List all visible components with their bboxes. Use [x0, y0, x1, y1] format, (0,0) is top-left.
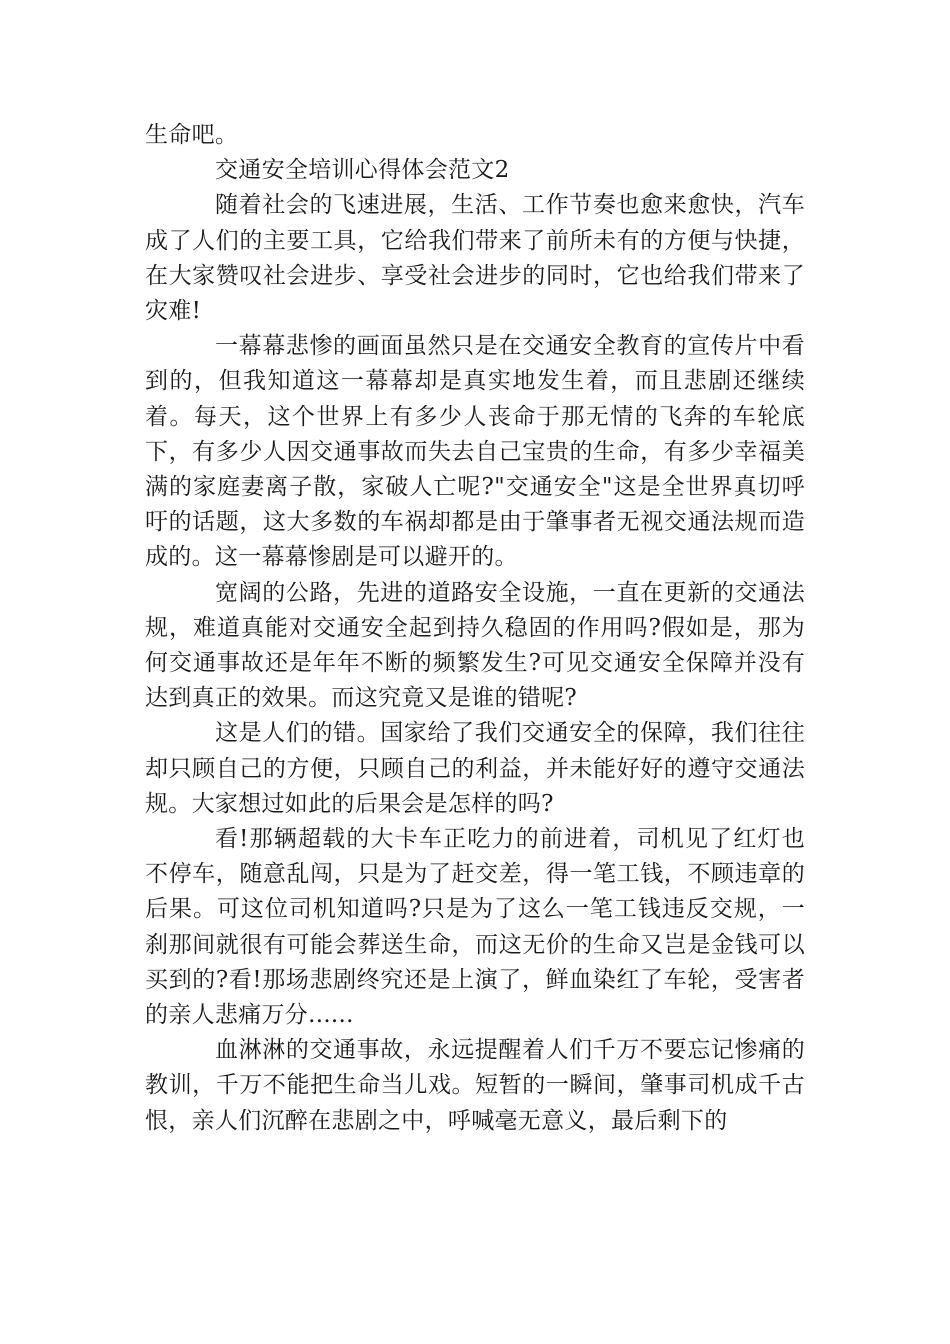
paragraph: 宽阔的公路，先进的道路安全设施，一直在更新的交通法规，难道真能对交通安全起到持久稳固的作用吗?假如是，那为何交通事故还是年年不断的频繁发生?可见交通安全保障并没有达到真正的效果。而这究竟又是谁的错呢? — [145, 579, 805, 712]
paragraph-continuation: 生命吧。 — [145, 122, 239, 148]
section-title: 交通安全培训心得体会范文2 — [215, 157, 510, 184]
paragraph: 随着社会的飞速进展，生活、工作节奏也愈来愈快，汽车成了人们的主要工具，它给我们带来了前所未有的方便与快捷，在大家赞叹社会进步、享受社会进步的同时，它也给我们带来了灾难! — [145, 192, 805, 325]
document-body — [145, 118, 805, 1139]
paragraph: 这是人们的错。国家给了我们交通安全的保障，我们往往却只顾自己的方便，只顾自己的利益，并未能好好的遵守交通法规。大家想过如此的后果会是怎样的吗? — [145, 720, 805, 817]
paragraph: 血淋淋的交通事故，永远提醒着人们千万不要忘记惨痛的教训，千万不能把生命当儿戏。短暂的一瞬间，肇事司机成千古恨，亲人们沉醉在悲剧之中，呼喊毫无意义，最后剩下的 — [145, 1037, 805, 1134]
paragraph: 看!那辆超载的大卡车正吃力的前进着，司机见了红灯也不停车，随意乱闯，只是为了赶交差，得一笔工钱，不顾违章的后果。可这位司机知道吗?只是为了这么一笔工钱违反交规，一刹那间就很有可能会葬送生命，而这无价的生命又岂是金钱可以买到的?看!那场悲剧终究还是上演了，鲜血染红了车轮，受害者的亲人悲痛万分...... — [145, 826, 805, 1029]
paragraph: 一幕幕悲惨的画面虽然只是在交通安全教育的宣传片中看到的，但我知道这一幕幕却是真实地发生着，而且悲剧还继续着。每天，这个世界上有多少人丧命于那无情的飞奔的车轮底下，有多少人因交通事故而失去自己宝贵的生命，有多少幸福美满的家庭妻离子散，家破人亡呢?"交通安全"这是全世界真切呼吁的话题，这大多数的车祸却都是由于肇事者无视交通法规而造成的。这一幕幕惨剧是可以避开的。 — [145, 333, 805, 571]
